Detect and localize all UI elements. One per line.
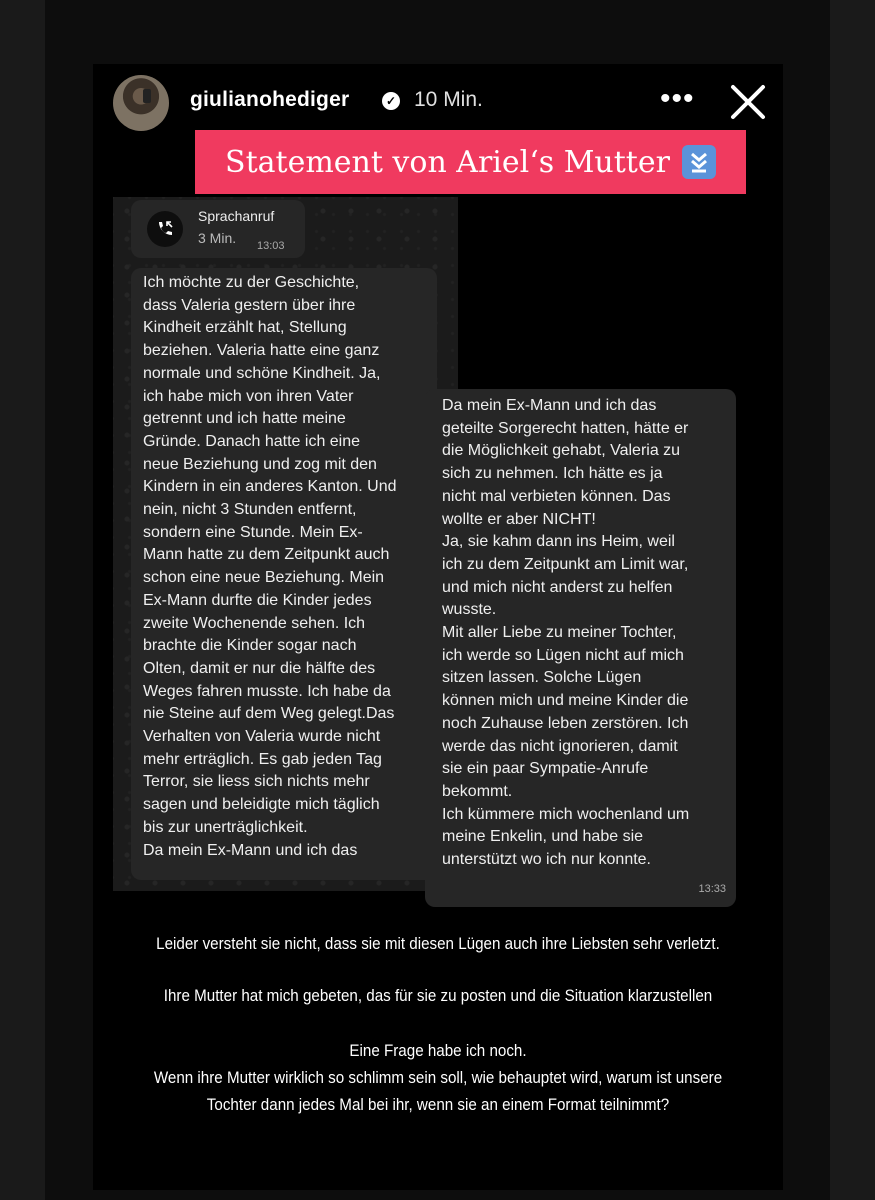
- message-line: geteilte Sorgerecht hatten, hätte er: [442, 419, 689, 437]
- message-line: sitzen lassen. Solche Lügen: [442, 669, 642, 687]
- caption-line-4: Wenn ihre Mutter wirklich so schlimm sein soll, wie behauptet wird, warum ist unsere: [153, 1069, 723, 1087]
- call-time: 13:03: [257, 240, 285, 252]
- message-line: wollte er aber NICHT!: [442, 510, 596, 528]
- down-double-arrow-icon: [682, 145, 716, 179]
- message-line: Mann hatte zu dem Zeitpunkt auch: [143, 546, 390, 564]
- message-line: ich habe mich von ihren Vater: [143, 387, 354, 405]
- message-line: Weges fahren musste. Ich habe da: [143, 682, 391, 700]
- message-line: Da mein Ex-Mann und ich das: [143, 841, 358, 859]
- message-bubble-2: [425, 389, 736, 907]
- message-line: nicht mal verbieten können. Das: [442, 487, 671, 505]
- message-line: dass Valeria gestern über ihre: [143, 296, 356, 314]
- headline-banner: [195, 130, 746, 194]
- message-line: getrennt und ich hatte meine: [143, 410, 346, 428]
- message-line: können mich und meine Kinder die: [442, 692, 689, 710]
- close-icon[interactable]: [728, 82, 768, 122]
- message-line: noch Zuhause leben zerstören. Ich: [442, 714, 689, 732]
- message-line: Kindern in ein anderes Kanton. Und: [143, 478, 397, 496]
- headline-text: Statement von Ariel‘s Mutter: [225, 144, 670, 180]
- call-duration: 3 Min.: [198, 230, 237, 246]
- message-line: ich zu dem Zeitpunkt am Limit war,: [442, 555, 689, 573]
- message-line: werde das nicht ignorieren, damit: [442, 737, 678, 755]
- message-line: die Möglichkeit gehabt, Valeria zu: [442, 442, 681, 460]
- message-line: Mit aller Liebe zu meiner Tochter,: [442, 624, 677, 642]
- message-2-text: [425, 389, 736, 872]
- caption-line-3: Eine Frage habe ich noch.: [349, 1042, 527, 1060]
- verified-badge-icon: ✓: [382, 92, 400, 110]
- message-line: beziehen. Valeria hatte eine ganz: [143, 342, 380, 360]
- message-line: wusste.: [442, 601, 497, 619]
- message-line: sie ein paar Sympatie-Anrufe: [442, 760, 649, 778]
- message-line: neue Beziehung und zog mit den: [143, 455, 377, 473]
- message-line: sich zu nehmen. Ich hätte es ja: [442, 465, 663, 483]
- message-line: Olten, damit er nur die hälfte des: [143, 659, 376, 677]
- message-line: Ex-Mann durfte die Kinder jedes: [143, 591, 372, 609]
- message-line: zweite Wochenende sehen. Ich: [143, 614, 366, 632]
- message-bubble-1: [131, 268, 437, 880]
- message-line: bis zur unerträglichkeit.: [143, 818, 308, 836]
- message-line: schon eine neue Beziehung. Mein: [143, 569, 385, 587]
- caption-line-5: Tochter dann jedes Mal bei ihr, wenn sie an einem Format teilnimmt?: [206, 1096, 670, 1114]
- message-line: mehr erträglich. Es gab jeden Tag: [143, 750, 382, 768]
- message-line: normale und schöne Kindheit. Ja,: [143, 364, 381, 382]
- message-line: brachte die Kinder sogar nach: [143, 637, 357, 655]
- message-line: unterstützt wo ich nur konnte.: [442, 851, 651, 869]
- post-time: 10 Min.: [414, 88, 483, 111]
- message-line: Gründe. Danach hatte ich eine: [143, 432, 361, 450]
- message-line: meine Enkelin, und habe sie: [442, 828, 644, 846]
- message-2-time: 13:33: [698, 883, 726, 896]
- message-line: Ja, sie kahm dann ins Heim, weil: [442, 533, 675, 551]
- message-line: sondern eine Stunde. Mein Ex-: [143, 523, 363, 541]
- message-line: Verhalten von Valeria wurde nicht: [143, 728, 381, 746]
- message-line: Kindheit erzählt hat, Stellung: [143, 319, 347, 337]
- message-line: bekommt.: [442, 782, 513, 800]
- caption-block-question: [121, 1038, 756, 1119]
- username[interactable]: giulianohediger: [190, 88, 350, 111]
- more-options-icon[interactable]: •••: [660, 82, 695, 115]
- message-line: Ich kümmere mich wochenland um: [442, 805, 690, 823]
- call-title: Sprachanruf: [198, 208, 275, 224]
- message-line: und mich nicht anderst zu helfen: [442, 578, 673, 596]
- message-line: Da mein Ex-Mann und ich das: [442, 397, 657, 414]
- message-line: nie Steine auf dem Weg gelegt.Das: [143, 705, 395, 723]
- message-line: Terror, sie liess sich nichts mehr: [143, 773, 370, 791]
- missed-call-icon: [147, 211, 183, 247]
- caption-line-1: Leider versteht sie nicht, dass sie mit diesen Lügen auch ihre Liebsten sehr verletzt.: [156, 935, 720, 953]
- message-line: ich werde so Lügen nicht auf mich: [442, 646, 684, 664]
- message-line: sagen und beleidigte mich täglich: [143, 796, 380, 814]
- message-1-text: [131, 268, 437, 862]
- message-line: nein, nicht 3 Stunden entfernt,: [143, 501, 357, 519]
- caption-line-2: Ihre Mutter hat mich gebeten, das für sie zu posten und die Situation klarzustellen: [163, 987, 713, 1005]
- message-line: Ich möchte zu der Geschichte,: [143, 274, 360, 291]
- avatar[interactable]: [113, 75, 169, 131]
